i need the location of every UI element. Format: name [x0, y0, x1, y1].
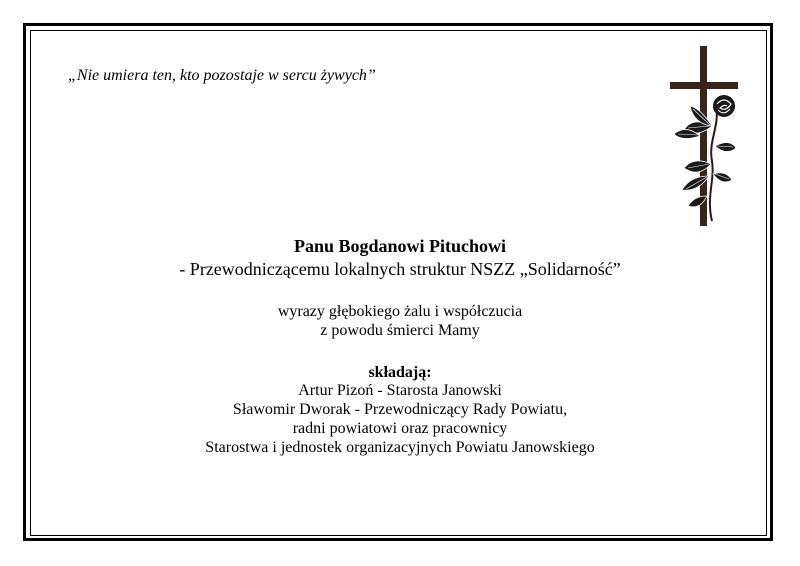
sender-line-3: radni powiatowi oraz pracownicy	[292, 420, 508, 437]
condolence-line-1: wyrazy głębokiego żalu i współczucia	[277, 303, 523, 320]
memorial-quote: „Nie umiera ten, kto pozostaje w sercu żywych”	[68, 67, 376, 84]
sender-line-4: Starostwa i jednostek organizacyjnych Powiatu Janowskiego	[205, 439, 595, 456]
cross-with-rose-icon	[660, 46, 750, 231]
recipient-name: Panu Bogdanowi Pituchowi	[293, 236, 507, 256]
sender-line-1: Artur Pizoń - Starosta Janowski	[298, 382, 502, 399]
condolence-line-2: z powodu śmierci Mamy	[320, 322, 480, 339]
recipient-role: - Przewodniczącemu lokalnych struktur NSZZ „Solidarność”	[179, 259, 621, 279]
sender-line-2: Sławomir Dworak - Przewodniczący Rady Powiatu,	[232, 401, 568, 418]
senders-heading: składają:	[368, 364, 432, 381]
inner-frame	[30, 30, 767, 536]
